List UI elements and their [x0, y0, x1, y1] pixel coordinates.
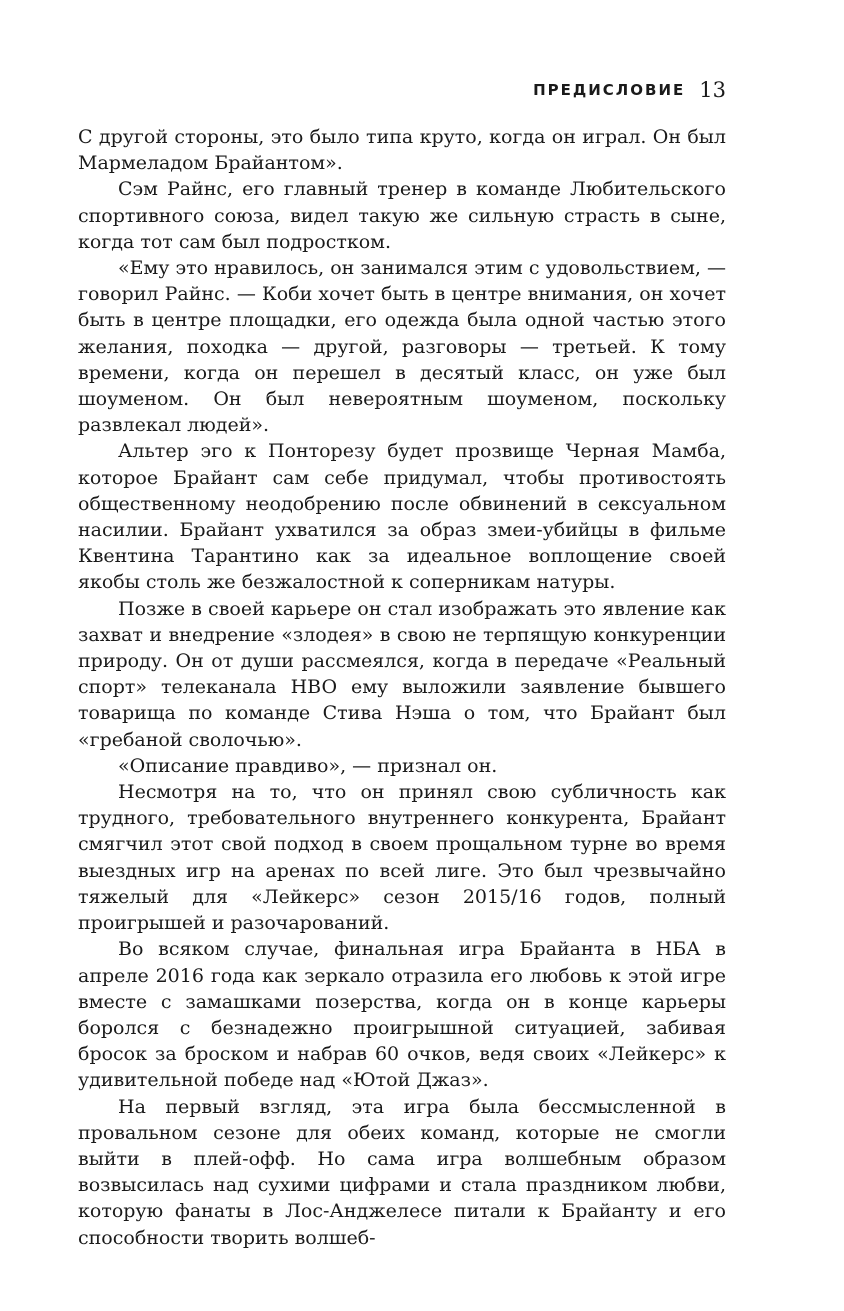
paragraph: Во всяком случае, финальная игра Брайанта в НБА в апреле 2016 года как зеркало отразила его любовь к этой игре вместе с замашками позерства, когда он в конце карьеры боролся с безнадежно проигрышной ситуацией, забивая бросок за броском и набрав 60 очков, ведя своих «Лейкерс» к удивительной победе над «Ютой Джаз». — [78, 938, 726, 1092]
page-number: 13 — [699, 78, 726, 102]
paragraph: С другой стороны, это было типа круто, когда он играл. Он был Мармеладом Брайантом». — [78, 126, 726, 175]
paragraph: Позже в своей карьере он стал изображать это явление как захват и внедрение «злодея» в свою не терпящую конкуренции природу. Он от души рассмеялся, когда в передаче «Реальный спорт» телеканала HBO ему выложили заявление бывшего товарища по команде Стива Нэша о том, что Брайант был «гребаной сволочью». — [78, 597, 726, 751]
paragraph: Несмотря на то, что он принял свою субличность как трудного, требовательного внутреннего конкурента, Брайант смягчил этот свой подход в своем прощальном турне во время выездных игр на аренах по всей лиге. Это был чрезвычайно тяжелый для «Лейкерс» сезон 2015/16 годов, полный проигрышей и разочарований. — [78, 781, 726, 935]
running-head — [78, 78, 726, 108]
paragraph: На первый взгляд, эта игра была бессмысленной в провальном сезоне для обеих команд, которые не смогли выйти в плей-офф. Но сама игра волшебным образом возвысилась над сухими цифрами и стала праздником любви, которую фанаты в Лос-Анджелесе питали к Брайанту и его способности творить волшеб- — [78, 1095, 726, 1249]
paragraph: Альтер эго к Понторезу будет прозвище Черная Мамба, которое Брайант сам себе придумал, чтобы противостоять общественному неодобрению после обвинений в сексуальном насилии. Брайант ухватился за образ змеи-убийцы в фильме Квентина Тарантино как за идеальное воплощение своей якобы столь же безжалостной к соперникам натуры. — [78, 440, 726, 594]
paragraph: «Описание правдиво», — признал он. — [118, 754, 498, 777]
section-title: ПРЕДИСЛОВИЕ — [533, 81, 686, 99]
paragraph: «Ему это нравилось, он занимался этим с удовольствием, — говорил Райнс. — Коби хочет быть в центре внимания, он хочет быть в центре площадки, его одежда была одной частью этого желания, походка — другой, разговоры — третьей. К тому времени, когда он перешел в десятый класс, он уже был шоуменом. Он был невероятным шоуменом, поскольку развлекал людей». — [78, 257, 727, 437]
paragraph: Сэм Райнс, его главный тренер в команде Любительского спортивного союза, видел такую же сильную страсть в сыне, когда тот сам был подростком. — [78, 178, 726, 253]
body-text — [78, 124, 726, 1251]
